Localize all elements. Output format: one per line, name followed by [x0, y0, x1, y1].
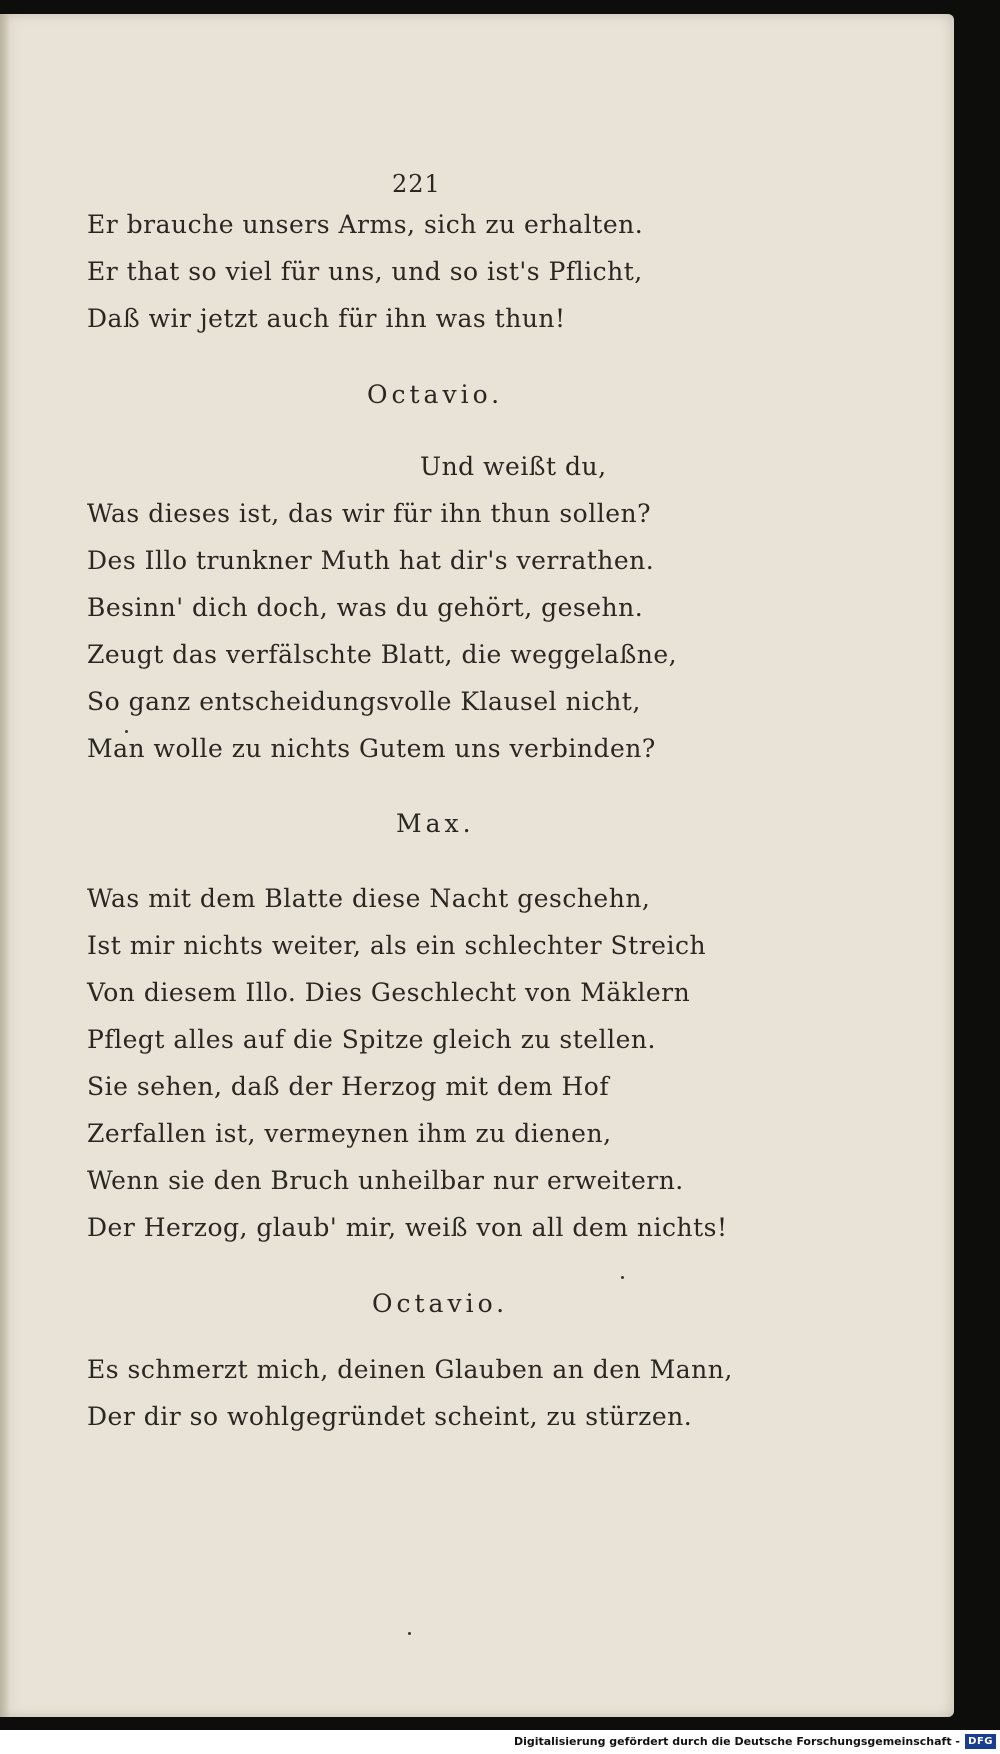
funding-credit-text: Digitalisierung gefördert durch die Deutsche Forschungsgemeinschaft - — [513, 1735, 960, 1748]
verse-line: Pflegt alles auf die Spitze gleich zu stellen. — [87, 1025, 656, 1054]
verse-line: Zeugt das verfälschte Blatt, die weggelaßne, — [87, 640, 678, 669]
verse-line: Wenn sie den Bruch unheilbar nur erweitern. — [87, 1166, 684, 1195]
speaker-name: Max. — [396, 809, 475, 838]
speaker-name: Octavio. — [367, 380, 504, 409]
verse-line: Der dir so wohlgegründet scheint, zu stürzen. — [87, 1402, 693, 1431]
verse-line: Daß wir jetzt auch für ihn was thun! — [87, 304, 566, 333]
ink-speck — [621, 1276, 624, 1279]
verse-line: Sie sehen, daß der Herzog mit dem Hof — [87, 1072, 610, 1101]
verse-line: Er that so viel für uns, und so ist's Pflicht, — [87, 257, 643, 286]
verse-line: Zerfallen ist, vermeynen ihm zu dienen, — [87, 1119, 612, 1148]
verse-line: Ist mir nichts weiter, als ein schlechter Streich — [87, 931, 707, 960]
verse-line: Es schmerzt mich, deinen Glauben an den Mann, — [87, 1355, 733, 1384]
verse-line: So ganz entscheidungsvolle Klausel nicht, — [87, 687, 641, 716]
page-number: 221 — [392, 170, 441, 198]
verse-line: Was dieses ist, das wir für ihn thun sollen? — [87, 499, 652, 528]
verse-line: Des Illo trunkner Muth hat dir's verrathen. — [87, 546, 655, 575]
verse-line: Besinn' dich doch, was du gehört, gesehn. — [87, 593, 644, 622]
verse-line: Was mit dem Blatte diese Nacht geschehn, — [87, 884, 651, 913]
digitization-credit-bar — [0, 1730, 1000, 1754]
verse-line: Der Herzog, glaub' mir, weiß von all dem nichts! — [87, 1213, 728, 1242]
dfg-logo-icon: DFG — [965, 1734, 996, 1749]
ink-speck — [408, 1632, 411, 1635]
verse-line: Er brauche unsers Arms, sich zu erhalten. — [87, 210, 644, 239]
verse-line: Und weißt du, — [420, 452, 607, 481]
page-fold-shadow — [0, 14, 10, 1717]
ink-speck — [125, 730, 128, 733]
speaker-name: Octavio. — [372, 1289, 509, 1318]
verse-line: Von diesem Illo. Dies Geschlecht von Mäklern — [87, 978, 691, 1007]
verse-line: Man wolle zu nichts Gutem uns verbinden? — [87, 734, 656, 763]
book-page — [0, 14, 954, 1717]
